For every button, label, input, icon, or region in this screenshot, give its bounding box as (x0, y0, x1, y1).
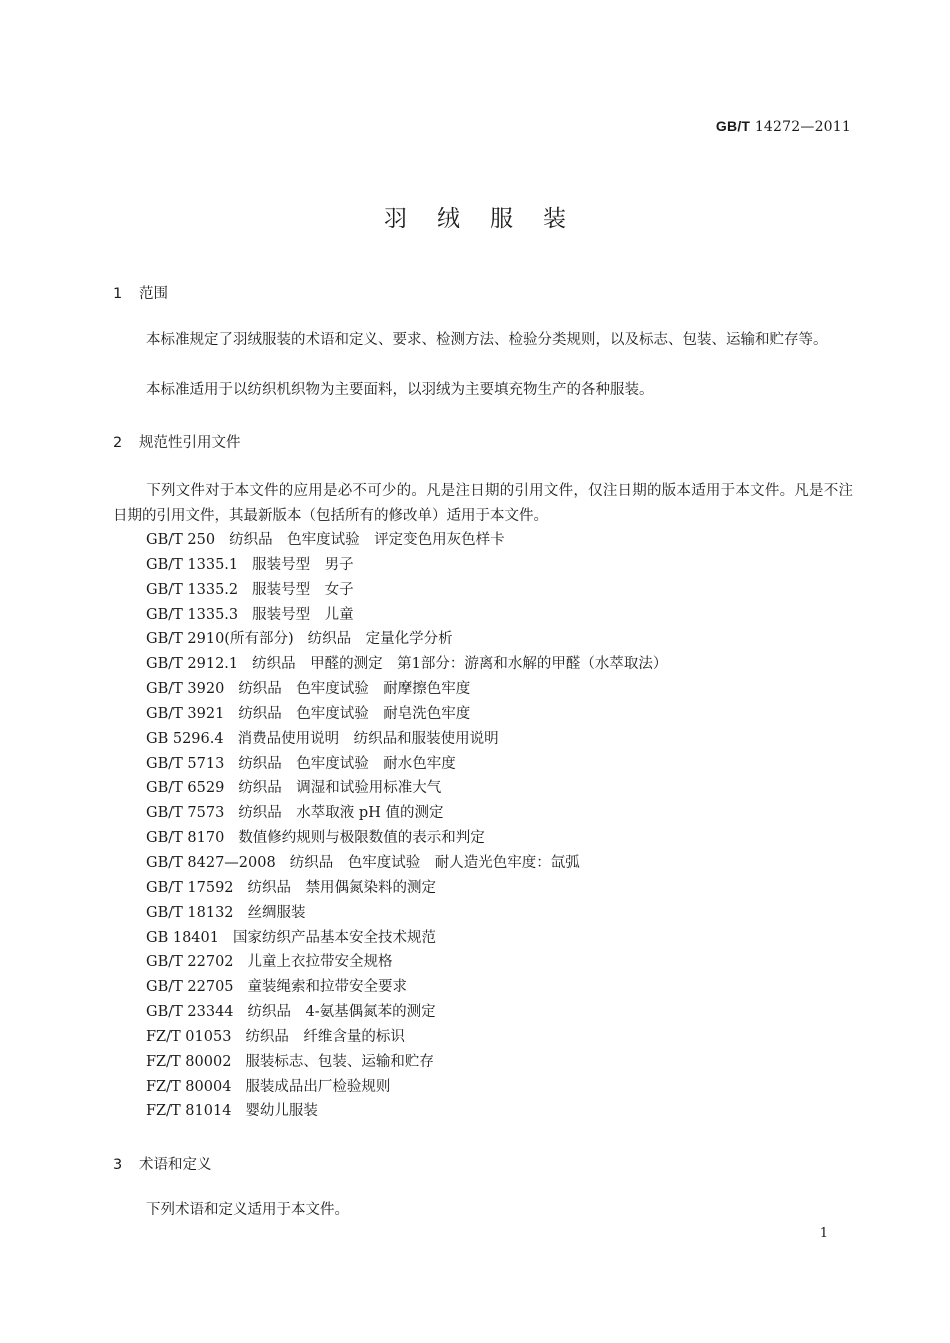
reference-code: GB/T 250 (146, 532, 216, 548)
reference-code: GB/T 8427—2008 (146, 854, 276, 871)
reference-title: 消费品使用说明 纺织品和服装使用说明 (237, 730, 499, 747)
page-number: 1 (819, 1226, 828, 1241)
reference-item (146, 652, 667, 677)
reference-item (146, 578, 667, 603)
reference-item (146, 876, 667, 901)
reference-title: 纺织品 水萃取液 pH 值的测定 (238, 805, 444, 822)
reference-list (146, 528, 667, 1124)
section-3-heading: 3 术语和定义 (113, 1157, 212, 1173)
reference-item (146, 528, 667, 553)
reference-code: GB/T 17592 (146, 879, 234, 896)
reference-title: 国家纺织产品基本安全技术规范 (232, 929, 436, 946)
section-1-paragraph-1: 本标准规定了羽绒服装的术语和定义、要求、检测方法、检验分类规则，以及标志、包装、运输和贮存等。 (146, 332, 828, 348)
reference-title: 纺织品 调湿和试验用标准大气 (238, 780, 442, 797)
reference-item (146, 702, 667, 727)
reference-code: GB/T 3920 (146, 681, 225, 698)
reference-code: FZ/T 81014 (146, 1103, 232, 1120)
reference-title: 纺织品 4-氨基偶氮苯的测定 (247, 1004, 436, 1021)
reference-title: 纺织品 色牢度试验 评定变色用灰色样卡 (229, 532, 505, 548)
reference-item (146, 677, 667, 702)
reference-item (146, 776, 667, 801)
section-1-heading: 1 范围 (113, 286, 168, 302)
reference-item (146, 926, 667, 951)
section-2-intro: 下列文件对于本文件的应用是必不可少的。凡是注日期的引用文件，仅注日期的版本适用于本文件。凡是不注日期的引用文件，其最新版本（包括所有的修改单）适用于本文件。 (113, 483, 853, 524)
reference-code: GB/T 8170 (146, 830, 225, 847)
reference-title: 纺织品 禁用偶氮染料的测定 (247, 879, 437, 896)
reference-code: GB/T 23344 (146, 1004, 234, 1021)
reference-code: GB/T 22702 (146, 954, 234, 971)
reference-title: 服装号型 儿童 (252, 606, 354, 623)
section-3-intro: 下列术语和定义适用于本文件。 (146, 1202, 349, 1218)
reference-code: GB 5296.4 (146, 730, 224, 747)
reference-title: 童装绳索和拉带安全要求 (247, 979, 408, 996)
reference-item (146, 1000, 667, 1025)
reference-title: 服装标志、包装、运输和贮存 (245, 1053, 434, 1070)
reference-item (146, 752, 667, 777)
reference-item (146, 851, 667, 876)
reference-item (146, 826, 667, 851)
reference-code: GB/T 22705 (146, 979, 234, 996)
reference-title: 纺织品 色牢度试验 耐人造光色牢度：氙弧 (289, 854, 580, 871)
reference-code: GB/T 1335.2 (146, 581, 239, 598)
reference-item (146, 603, 667, 628)
reference-title: 纺织品 色牢度试验 耐水色牢度 (238, 755, 456, 772)
reference-code: GB/T 3921 (146, 705, 225, 722)
reference-item (146, 801, 667, 826)
reference-item (146, 727, 667, 752)
reference-code: GB/T 18132 (146, 904, 234, 921)
section-1-paragraph-2: 本标准适用于以纺织机织物为主要面料，以羽绒为主要填充物生产的各种服装。 (146, 382, 654, 398)
reference-code: GB/T 1335.3 (146, 606, 239, 623)
reference-title: 服装号型 男子 (252, 556, 354, 573)
standard-prefix: GB/T (715, 118, 751, 134)
reference-code: GB/T 2912.1 (146, 656, 239, 673)
reference-item (146, 950, 667, 975)
reference-item (146, 1075, 667, 1100)
reference-title: 纺织品 定量化学分析 (307, 631, 453, 648)
standard-number: 14272—2011 (754, 119, 851, 135)
reference-code: GB/T 2910(所有部分) (146, 631, 294, 648)
reference-item (146, 1050, 667, 1075)
page-title: 羽绒服装 (384, 206, 596, 232)
reference-code: GB/T 6529 (146, 780, 225, 797)
reference-item (146, 1099, 667, 1124)
reference-title: 服装成品出厂检验规则 (245, 1078, 391, 1095)
section-2-heading: 2 规范性引用文件 (113, 435, 241, 451)
reference-item (146, 553, 667, 578)
reference-title: 纺织品 纤维含量的标识 (245, 1028, 405, 1045)
reference-code: GB 18401 (146, 929, 219, 946)
reference-title: 纺织品 甲醛的测定 第1部分：游离和水解的甲醛（水萃取法） (252, 656, 668, 673)
reference-title: 服装号型 女子 (252, 581, 354, 598)
reference-title: 丝绸服装 (247, 904, 306, 921)
reference-title: 数值修约规则与极限数值的表示和判定 (238, 830, 485, 847)
reference-title: 儿童上衣拉带安全规格 (247, 954, 393, 971)
reference-code: GB/T 7573 (146, 805, 225, 822)
reference-item (146, 975, 667, 1000)
standard-code (716, 118, 851, 135)
reference-code: GB/T 5713 (146, 755, 225, 772)
reference-code: FZ/T 01053 (146, 1028, 232, 1045)
reference-title: 纺织品 色牢度试验 耐摩擦色牢度 (238, 681, 471, 698)
reference-code: FZ/T 80004 (146, 1078, 232, 1095)
reference-item (146, 1025, 667, 1050)
reference-title: 婴幼儿服装 (245, 1103, 318, 1120)
reference-code: FZ/T 80002 (146, 1053, 232, 1070)
reference-code: GB/T 1335.1 (146, 556, 239, 573)
reference-item (146, 901, 667, 926)
reference-title: 纺织品 色牢度试验 耐皂洗色牢度 (238, 705, 471, 722)
reference-item (146, 627, 667, 652)
